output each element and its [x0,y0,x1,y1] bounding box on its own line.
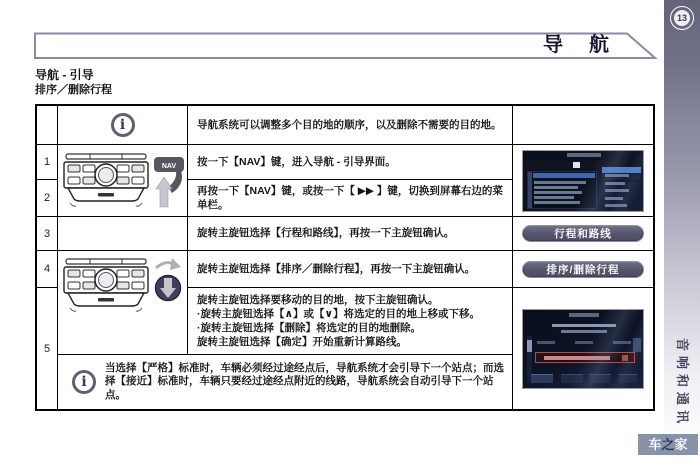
sort-delete-screenshot [522,309,644,389]
subsection-heading: 排序／删除行程 [35,84,112,96]
sort-delete-trip-button: 排序/删除行程 [522,261,644,278]
up-arrow-icon [156,177,172,207]
menu-item [602,197,641,203]
delete-mark-icon [622,355,628,361]
cursor-icon [573,162,580,168]
soft-button [561,374,583,383]
step-number: 3 [37,217,58,251]
head-unit-knob-illustration [58,251,188,355]
step-text-multiline [188,288,513,355]
bottom-note-text: 当选择【严格】标准时，车辆必须经过途经点后，导航系统才会引导下一个站点；而选择【接近】标准时，车辆只要经过途经点附近的线路，导航系统会自动引导下一个站点。 [105,361,504,401]
step-number: 5 [37,288,58,409]
alert-row-highlighted [535,352,635,363]
step-line: ·旋转主旋钮选择【删除】将选定的目的地删除。 [197,322,421,334]
text-bar [552,324,616,328]
soft-button [589,374,611,383]
menu-item [602,182,641,188]
watermark [638,434,698,455]
steps-table [35,104,655,411]
menu-item [602,204,641,210]
side-menu-panel [602,167,641,210]
step-text: 按一下【NAV】键，进入导航 - 引导界面。 [188,145,513,180]
destination-list-panel [527,171,597,209]
button-cell [513,217,653,251]
step-number: 2 [37,180,58,217]
step-text: 旋转主旋钮选择【行程和路线】，再按一下主旋钮确认。 [188,217,513,251]
text-bar [534,186,578,189]
step-line: 旋转主旋钮选择【确定】开始重新计算路线。 [197,336,407,349]
menu-item-highlighted [602,167,641,173]
list-scrollbar [528,172,532,208]
page-title: 导 航 [543,34,612,56]
page-number-badge [670,6,694,30]
text-bar [575,341,593,344]
step-line: ·旋转主旋钮选择【∧】或【∨】将选定的目的地上移或下移。 [197,307,481,320]
text-bar [534,191,582,194]
watermark-char: 家 [674,437,688,452]
text-bar [537,341,555,344]
nav-screen-cell [513,145,653,217]
nav-guidance-screenshot [522,150,644,212]
info-icon: i [111,113,135,137]
empty-cell [58,217,188,251]
menu-item [602,189,641,195]
page-number: 13 [674,10,690,26]
text-bar [561,330,607,334]
empty-cell [513,106,653,145]
info-note: 导航系统可以调整多个目的地的顺序，以及删除不需要的目的地。 [188,106,513,145]
empty-cell [37,106,58,145]
text-bar [534,181,586,184]
soft-button [531,374,553,383]
nav-screen-cell [513,288,653,409]
bottom-note [58,355,513,409]
head-unit-nav-illustration [58,145,188,217]
soft-button [619,374,637,383]
info-icon: i [72,370,96,394]
watermark-char: 之 [661,437,675,452]
text-bar [534,196,574,199]
rotate-arrowhead-icon [170,258,181,270]
watermark-char: 车 [648,437,662,452]
right-tab [633,338,641,352]
info-icon-cell [58,106,188,145]
screen-title-bar [567,153,601,157]
sidebar-section-label: 音响和通讯 [675,338,690,429]
button-cell [513,251,653,288]
trip-and-route-button: 行程和路线 [522,225,644,242]
gauge-thumb [527,340,532,352]
step-number: 4 [37,251,58,288]
menu-item [602,174,641,180]
screen-title-bar [569,313,599,317]
step-text: 再按一下【NAV】键，或按一下【 ▶▶ 】键，切换到屏幕右边的菜单栏。 [188,180,513,217]
head-unit-panel-drawing [60,151,186,213]
text-bar [544,356,610,360]
list-item-highlighted [533,173,595,178]
text-bar [534,201,580,204]
nav-key-label: NAV [161,163,176,170]
section-heading: 导航 - 引导 [35,68,94,82]
step-line: 旋转主旋钮选择要移动的目的地，按下主旋钮确认。 [197,293,439,306]
head-unit-panel-drawing [60,256,186,318]
step-number: 1 [37,145,58,180]
step-text: 旋转主旋钮选择【排序／删除行程】，再按一下主旋钮确认。 [188,251,513,288]
text-bar [613,341,631,344]
